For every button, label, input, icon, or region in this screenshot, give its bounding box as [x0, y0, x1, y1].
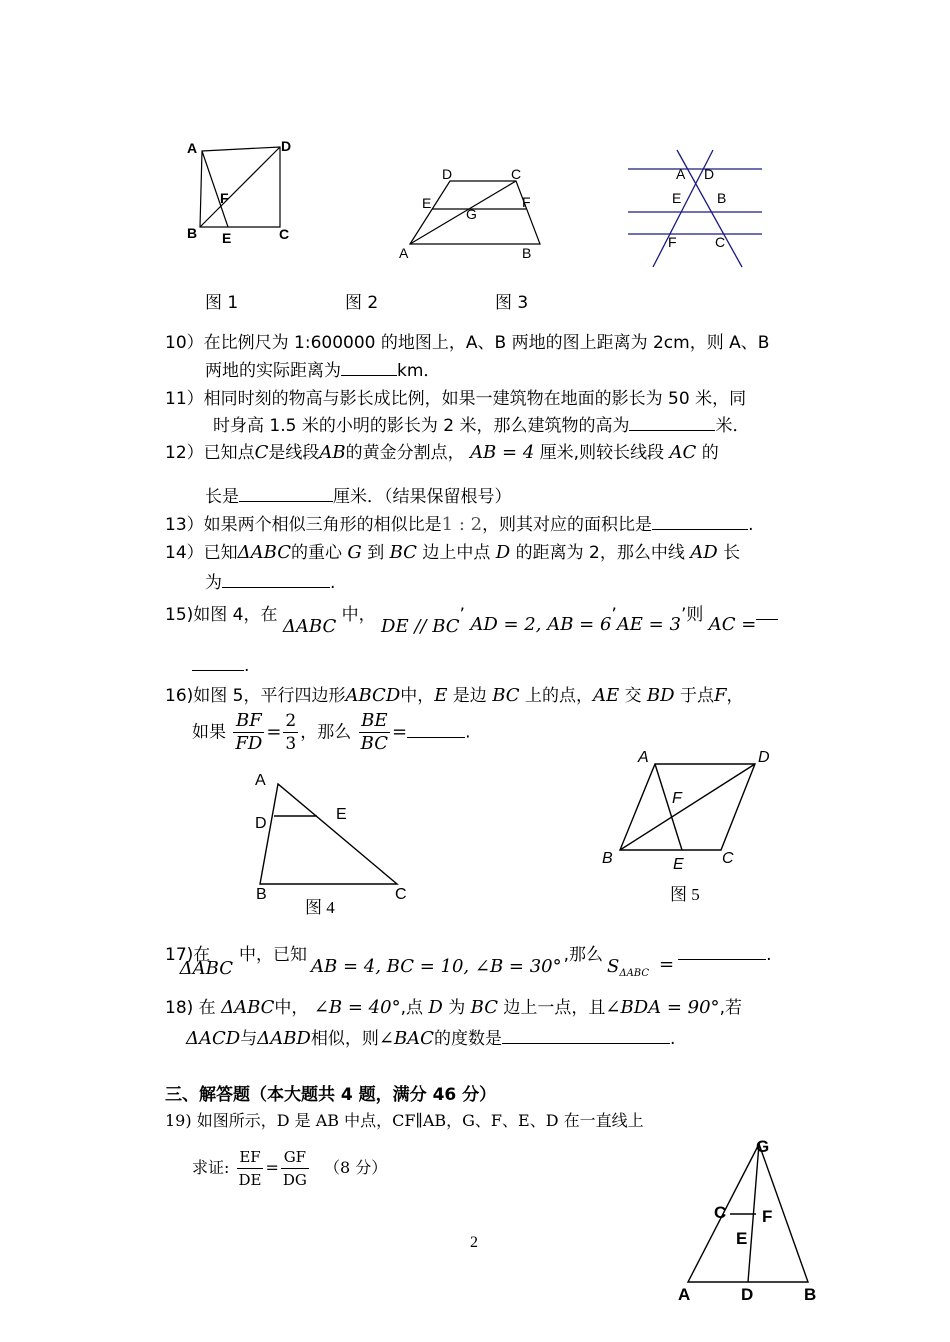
- q17-text: ,那么: [563, 945, 604, 965]
- q15-text: ’: [611, 605, 617, 625]
- answer-blank[interactable]: [239, 485, 333, 502]
- q16-segment: BD: [646, 685, 675, 706]
- q17-text: 17)在: [165, 945, 211, 965]
- answer-blank[interactable]: [629, 414, 715, 431]
- q16-parallelogram: ABCD: [345, 685, 401, 706]
- q17-triangle: ΔABC: [179, 958, 234, 979]
- fig4-label: E: [336, 806, 347, 823]
- q18-angle: ∠BDA = 90°: [605, 997, 720, 1018]
- q14-text: 边上中点: [422, 543, 491, 563]
- answer-blank[interactable]: [341, 359, 397, 376]
- q17-area-symbol: S: [607, 956, 620, 977]
- q17-area-subscript: ΔABC: [619, 968, 649, 980]
- question-11-line-1: 11）相同时刻的物高与影长成比例，如果一建筑物在地面的影长为 50 米，同: [165, 389, 747, 409]
- q17-text: 中，已知: [239, 945, 308, 965]
- q12-text: 厘米,则较长线段: [539, 443, 665, 463]
- question-16-line-2: [192, 710, 471, 755]
- numerator: BE: [359, 710, 390, 733]
- q18-segment: BC: [470, 997, 498, 1018]
- q18-angle: ∠B = 40°: [313, 997, 401, 1018]
- fig1-label: C: [279, 226, 290, 242]
- fig1-label: A: [187, 140, 198, 156]
- fig3-label: C: [715, 234, 726, 250]
- q14-triangle: ΔABC: [237, 542, 291, 563]
- fig19-label: A: [678, 1285, 691, 1304]
- fraction-bf-fd: [233, 710, 264, 755]
- equals-sign: =: [659, 954, 675, 975]
- q15-text: ’: [459, 605, 465, 625]
- fig5-label: A: [638, 749, 649, 766]
- fig1-label: B: [187, 225, 198, 241]
- prove-label: 求证:: [192, 1158, 230, 1177]
- figure-3-caption: 图 3: [495, 293, 529, 313]
- question-10-line-2: [205, 356, 440, 381]
- question-12-line-1: [165, 438, 719, 463]
- numerator: EF: [237, 1146, 264, 1169]
- q15-equation: AC =: [708, 614, 757, 635]
- answer-blank-part2[interactable]: [192, 654, 244, 671]
- q10-unit: km．: [397, 361, 441, 381]
- section-3-heading: 三、解答题（本大题共 4 题，满分 46 分）: [165, 1085, 497, 1105]
- q16-point: F: [713, 685, 727, 706]
- q18-triangle: ΔABC: [221, 997, 275, 1018]
- q18-triangle: ΔACD: [186, 1028, 241, 1049]
- q18-text: ,点: [400, 998, 423, 1018]
- question-14-line-1: [165, 538, 740, 563]
- question-18-line-1: [165, 993, 742, 1018]
- fig2-label: E: [422, 195, 432, 211]
- q15-text: 15)如图 4，在: [165, 605, 278, 625]
- numerator: GF: [281, 1146, 309, 1169]
- fig2-label: B: [522, 245, 532, 261]
- q18-text: 为: [448, 998, 466, 1018]
- fraction-gf-dg: [281, 1146, 309, 1191]
- question-19-prove: [192, 1146, 387, 1191]
- answer-blank[interactable]: [222, 571, 330, 588]
- q16-segment: AE: [592, 685, 620, 706]
- q17-text: .: [766, 945, 772, 965]
- q11-unit: 米．: [715, 416, 750, 436]
- fig1-label: D: [281, 138, 292, 154]
- fig4-label: A: [255, 772, 266, 789]
- q18-text: 边上一点，且: [503, 998, 606, 1018]
- denominator: 3: [285, 734, 297, 754]
- numerator: 2: [285, 711, 297, 731]
- q14-text: 到: [367, 543, 385, 563]
- figure-1-caption: 图 1: [205, 293, 239, 313]
- question-17: [165, 940, 778, 980]
- equals-sign: =: [266, 721, 282, 743]
- q14-text: 长: [723, 543, 741, 563]
- fig1-label: E: [222, 230, 232, 246]
- figure-19: [672, 1132, 832, 1307]
- figure-2: [390, 160, 550, 265]
- q13-text: 13）如果两个相似三角形的相似比是: [165, 515, 442, 535]
- q12-text: 的: [701, 443, 719, 463]
- question-12-line-2: [205, 482, 512, 507]
- question-16-line-1: [165, 681, 743, 706]
- q14-text: .: [330, 573, 336, 593]
- q12-equation: AB = 4: [470, 442, 535, 463]
- question-15: [165, 600, 778, 637]
- q14-text: 的距离为 2，那么中线: [515, 543, 685, 563]
- fig2-label: D: [442, 166, 453, 182]
- fig3-label: B: [717, 190, 727, 206]
- fig2-label: C: [511, 166, 522, 182]
- q18-text: 与: [240, 1029, 258, 1049]
- figure-2-caption: 图 2: [345, 293, 379, 313]
- q15-text: 中，: [341, 605, 376, 625]
- fig4-label: B: [256, 886, 267, 903]
- question-19-line-1: 19) 如图所示，D 是 AB 中点，CF∥AB，G、F、E、D 在一直线上: [165, 1111, 644, 1130]
- question-18-line-2: [186, 1024, 675, 1049]
- q15-parallel: DE // BC: [381, 616, 460, 637]
- q16-text: 16)如图 5，平行四边形: [165, 686, 346, 706]
- q16-text: 于点: [679, 686, 714, 706]
- q14-point: G: [347, 542, 362, 563]
- fig4-label: D: [255, 815, 267, 832]
- q18-text: 的度数是: [433, 1029, 502, 1049]
- q12-text: 厘米．（结果保留根号）: [333, 487, 512, 507]
- q16-point: E: [434, 685, 448, 706]
- q16-text: 上的点，: [524, 686, 593, 706]
- denominator: FD: [235, 733, 263, 754]
- denominator: DG: [282, 1171, 307, 1189]
- q14-text: 为: [205, 573, 222, 593]
- q16-text: 如果: [192, 722, 226, 743]
- answer-blank[interactable]: [502, 1027, 670, 1044]
- question-14-line-2: [205, 568, 335, 593]
- fraction-2-3: [283, 710, 298, 755]
- q16-text: 中，: [400, 686, 435, 706]
- fraction-ef-de: [237, 1146, 264, 1191]
- q18-triangle: ΔABD: [257, 1028, 311, 1049]
- q18-angle: ∠BAC: [378, 1028, 434, 1049]
- fig5-label: E: [673, 856, 684, 872]
- answer-blank[interactable]: [678, 951, 766, 960]
- figure-4: [245, 768, 415, 908]
- fig5-label: C: [722, 850, 734, 867]
- q18-text: .: [669, 1029, 676, 1049]
- q16-text: 是边: [452, 686, 487, 706]
- numerator: BF: [233, 710, 264, 733]
- figure-1: [180, 135, 300, 250]
- fig1-label: F: [220, 190, 229, 206]
- fig2-label: F: [522, 194, 531, 210]
- figure-5: [598, 742, 788, 872]
- q18-point: D: [428, 997, 443, 1018]
- fig19-label: D: [741, 1285, 754, 1304]
- fig5-label: B: [602, 850, 613, 867]
- q12-text: 的黄金分割点，: [345, 443, 465, 463]
- fig5-label: F: [672, 790, 682, 807]
- q15-triangle: ΔABC: [282, 616, 337, 637]
- question-13: [165, 510, 753, 535]
- page-number: 2: [470, 1234, 478, 1251]
- figure-5-caption: 图 5: [670, 885, 700, 904]
- q12-text: 是线段: [268, 443, 320, 463]
- answer-blank[interactable]: [652, 513, 748, 530]
- q16-segment: BC: [492, 685, 520, 706]
- fig19-label: C: [714, 1203, 727, 1222]
- denominator: BC: [360, 733, 388, 754]
- fig19-label: G: [756, 1137, 770, 1156]
- q12-text: 12）已知点: [165, 443, 255, 463]
- denominator: DE: [238, 1171, 262, 1189]
- fig19-label: F: [762, 1207, 773, 1226]
- q18-text: 中，: [274, 998, 309, 1018]
- q18-text: ,若: [719, 998, 742, 1018]
- q14-segment: AD: [690, 542, 718, 563]
- q18-text: 18) 在: [165, 998, 216, 1018]
- q16-text: 交: [624, 686, 642, 706]
- q14-point: D: [495, 542, 511, 563]
- fig5-label: D: [758, 749, 770, 766]
- q15-equation: AE = 3: [616, 614, 681, 635]
- q12-text: 长是: [205, 487, 239, 507]
- score-note: （8 分）: [324, 1158, 388, 1177]
- q14-text: 14）已知: [165, 543, 238, 563]
- q16-text: ，: [726, 686, 744, 706]
- fig2-label: A: [399, 245, 409, 261]
- equals-sign: =: [265, 1158, 279, 1177]
- q10-text: 两地的实际距离为: [205, 361, 341, 381]
- q12-segment: AB: [319, 442, 346, 463]
- q18-text: 相似，则: [310, 1029, 379, 1049]
- fig3-label: A: [676, 166, 686, 182]
- fig2-label: G: [466, 206, 477, 222]
- question-10-line-1: 10）在比例尺为 1:600000 的地图上，A、B 两地的图上距离为 2cm，则 A、B: [165, 333, 770, 353]
- q12-point: C: [254, 442, 269, 463]
- q12-segment: AC: [669, 442, 697, 463]
- q13-text: .: [748, 515, 754, 535]
- q15-text: ’则: [680, 605, 704, 625]
- fig19-label: B: [804, 1285, 817, 1304]
- q13-ratio: 1 : 2: [441, 514, 483, 535]
- fig3-label: F: [668, 234, 677, 250]
- q16-text: .: [465, 722, 471, 743]
- q14-segment: BC: [389, 542, 417, 563]
- answer-blank-part1[interactable]: [756, 611, 778, 620]
- q11-text: 时身高 1.5 米的小明的影长为 2 米，那么建筑物的高为: [213, 416, 630, 436]
- figure-3: [620, 145, 770, 270]
- q13-text: ，则其对应的面积比是: [482, 515, 653, 535]
- q16-text: ，那么: [300, 722, 352, 743]
- q17-equation: AB = 4, BC = 10, ∠B = 30°: [311, 956, 562, 977]
- q14-text: 的重心: [290, 543, 342, 563]
- figure-4-caption: 图 4: [305, 898, 335, 917]
- q15-text: .: [244, 656, 250, 676]
- question-15-line-2: [192, 654, 249, 676]
- fig4-label: C: [395, 886, 407, 903]
- fraction-be-bc: [359, 710, 390, 755]
- fig3-label: D: [704, 166, 715, 182]
- question-11-line-2: [213, 411, 749, 436]
- fig19-label: E: [736, 1229, 748, 1248]
- answer-blank[interactable]: [407, 721, 465, 738]
- fig3-label: E: [672, 190, 682, 206]
- equals-sign: =: [392, 721, 408, 743]
- q15-equation: AD = 2, AB = 6: [470, 614, 612, 635]
